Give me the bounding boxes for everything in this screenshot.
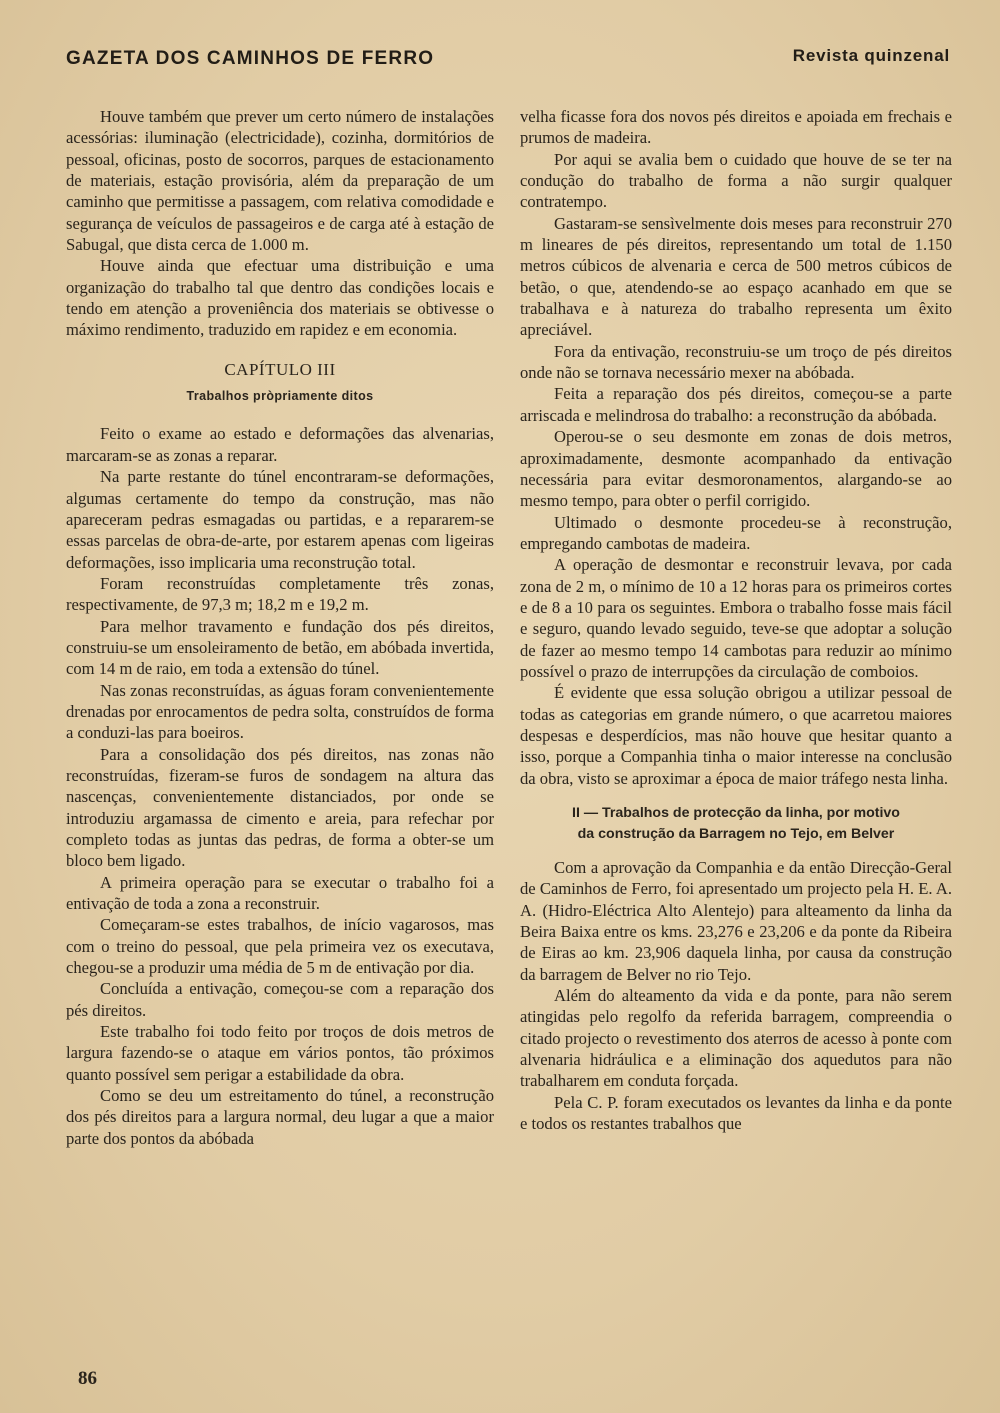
- paragraph: velha ficasse fora dos novos pés direitos e apoiada em frechais e prumos de madeira.: [520, 107, 952, 148]
- chapter-subheading: Trabalhos pròpriamente ditos: [186, 389, 374, 404]
- section-heading-line: da construção da Barragem no Tejo, em Belver: [577, 826, 895, 842]
- paragraph: Feita a reparação dos pés direitos, começou-se a parte arriscada e melindrosa do trabalho: a reconstrução da abóbada.: [520, 384, 952, 425]
- paragraph: Feito o exame ao estado e deformações das alvenarias, marcaram-se as zonas a reparar.: [66, 424, 494, 465]
- journal-title: GAZETA DOS CAMINHOS DE FERRO: [66, 48, 435, 69]
- paragraph: Como se deu um estreitamento do túnel, a reconstrução dos pés direitos para a largura normal, deu lugar a que a maior parte dos pontos da abóbada: [66, 1086, 494, 1148]
- chapter-heading: CAPÍTULO III: [224, 359, 336, 379]
- paragraph: A primeira operação para se executar o trabalho foi a entivação de toda a zona a reconstruir.: [66, 872, 494, 914]
- paragraph: Pela C. P. foram executados os levantes da linha e da ponte e todos os restantes trabalhos que: [520, 1092, 952, 1134]
- right-column: [520, 106, 952, 1134]
- journal-subtitle: Revista quinzenal: [792, 46, 950, 65]
- paragraph: Concluída a entivação, começou-se com a reparação dos pés direitos.: [66, 979, 494, 1020]
- paragraph: Este trabalho foi todo feito por troços de dois metros de largura fazendo-se o ataque em vários pontos, tão próximos quanto possível sem perigar a estabilidade da obra.: [66, 1022, 494, 1084]
- paragraph: Começaram-se estes trabalhos, de início vagarosos, mas com o treino do pessoal, que pela primeira vez os executava, chegou-se a produzir uma média de 5 m de entivação por dia.: [66, 915, 494, 978]
- paragraph: Operou-se o seu desmonte em zonas de dois metros, aproximadamente, desmonte acompanhado da entivação necessária para evitar desmoronamentos, alargando-se ao mesmo tempo, para obter o perfil corrigido.: [520, 427, 952, 511]
- paragraph: Na parte restante do túnel encontraram-se deformações, algumas certamente do tempo da construção, mas não apareceram pedras esmagadas ou partidas, e a repararem-se essas parcelas de obra-de-arte, por estarem apenas com ligeiras deformações, isso implicaria uma reconstrução total.: [66, 467, 494, 572]
- paragraph: É evidente que essa solução obrigou a utilizar pessoal de todas as categorias em grande número, o que acarretou maiores despesas e desperdícios, mas não houve que hesitar quanto a isso, porque a Companhia tinha o maior interesse na conclusão da obra, visto se aproximar a época de maior tráfego nesta linha.: [520, 683, 952, 788]
- paragraph: Além do alteamento da vida e da ponte, para não serem atingidas pelo regolfo da referida barragem, compreendia o citado projecto o revestimento dos aterros de acesso à ponte com alvenaria hidráulica e a eliminação dos aquedutos para não trabalharem em conduta forçada.: [520, 986, 952, 1091]
- section-heading-line: II — Trabalhos de protecção da linha, por motivo: [572, 805, 900, 821]
- paragraph: Para melhor travamento e fundação dos pés direitos, construiu-se um ensoleiramento de betão, em abóbada invertida, com 14 m de raio, em toda a extensão do túnel.: [66, 616, 494, 679]
- paragraph: Foram reconstruídas completamente três zonas, respectivamente, de 97,3 m; 18,2 m e 19,2 m.: [66, 573, 494, 615]
- paragraph: A operação de desmontar e reconstruir levava, por cada zona de 2 m, o mínimo de 10 a 12 horas para os primeiros cortes e de 8 a 10 para os seguintes. Embora o trabalho fosse mais fácil e seguro, quando levado seguido, teve-se que adoptar a solução de fazer ao mesmo tempo 14 cambotas para reduzir ao mínimo possível o prazo de interrupções da circulação de comboios.: [520, 555, 952, 681]
- paragraph: Nas zonas reconstruídas, as águas foram convenientemente drenadas por enrocamentos de pedra solta, construídos de forma a conduzi-las para boeiros.: [66, 680, 494, 743]
- section-heading: [520, 803, 952, 845]
- page-number: 86: [78, 1368, 97, 1389]
- paragraph: Por aqui se avalia bem o cuidado que houve de se ter na condução do trabalho de forma a não surgir qualquer contratempo.: [520, 149, 952, 212]
- paragraph: Houve também que prever um certo número de instalações acessórias: iluminação (electricidade), cozinha, dormitórios de pessoal, oficinas, posto de socorros, parques de estacionamento de materiais, estação provisória, além da preparação de um caminho que permitisse a passagem, com relativa comodidade e segurança de veículos de passageiros e de carga até à estação de Sabugal, que dista cerca de 1.000 m.: [66, 107, 494, 255]
- paragraph: Ultimado o desmonte procedeu-se à reconstrução, empregando cambotas de madeira.: [520, 512, 952, 553]
- paragraph: Houve ainda que efectuar uma distribuição e uma organização do trabalho tal que dentro das condições locais e tendo em atenção a proveniência dos materiais se obtivesse o máximo rendimento, traduzido em rapidez e em economia.: [66, 256, 494, 340]
- left-column: [66, 106, 494, 1149]
- paragraph: Gastaram-se sensìvelmente dois meses para reconstruir 270 m lineares de pés direitos, representando um total de 1.150 metros cúbicos de alvenaria e cerca de 500 metros cúbicos de betão, o que, atendendo-se ao espaço acanhado em que se trabalhava e à natureza do trabalho representa um êxito apreciável.: [520, 213, 952, 340]
- paragraph: Com a aprovação da Companhia e da então Direcção-Geral de Caminhos de Ferro, foi apresentado um projecto pela H. E. A. A. (Hidro-Eléctrica Alto Alentejo) para alteamento da linha da Beira Baixa entre os kms. 23,276 e 23,206 e da ponte da Ribeira de Eiras ao km. 23,906 daquela linha, por causa da construção da barragem de Belver no rio Tejo.: [520, 858, 952, 984]
- paragraph: Para a consolidação dos pés direitos, nas zonas não reconstruídas, fizeram-se furos de sondagem na altura das nascenças, convenientemente distanciados, por onde se introduziu argamassa de cimento e areia, para refechar por completo todas as juntas das pedras, de forma a obter-se um bloco bem ligado.: [66, 744, 494, 871]
- paragraph: Fora da entivação, reconstruiu-se um troço de pés direitos onde não se tornava necessário mexer na abóbada.: [520, 341, 952, 383]
